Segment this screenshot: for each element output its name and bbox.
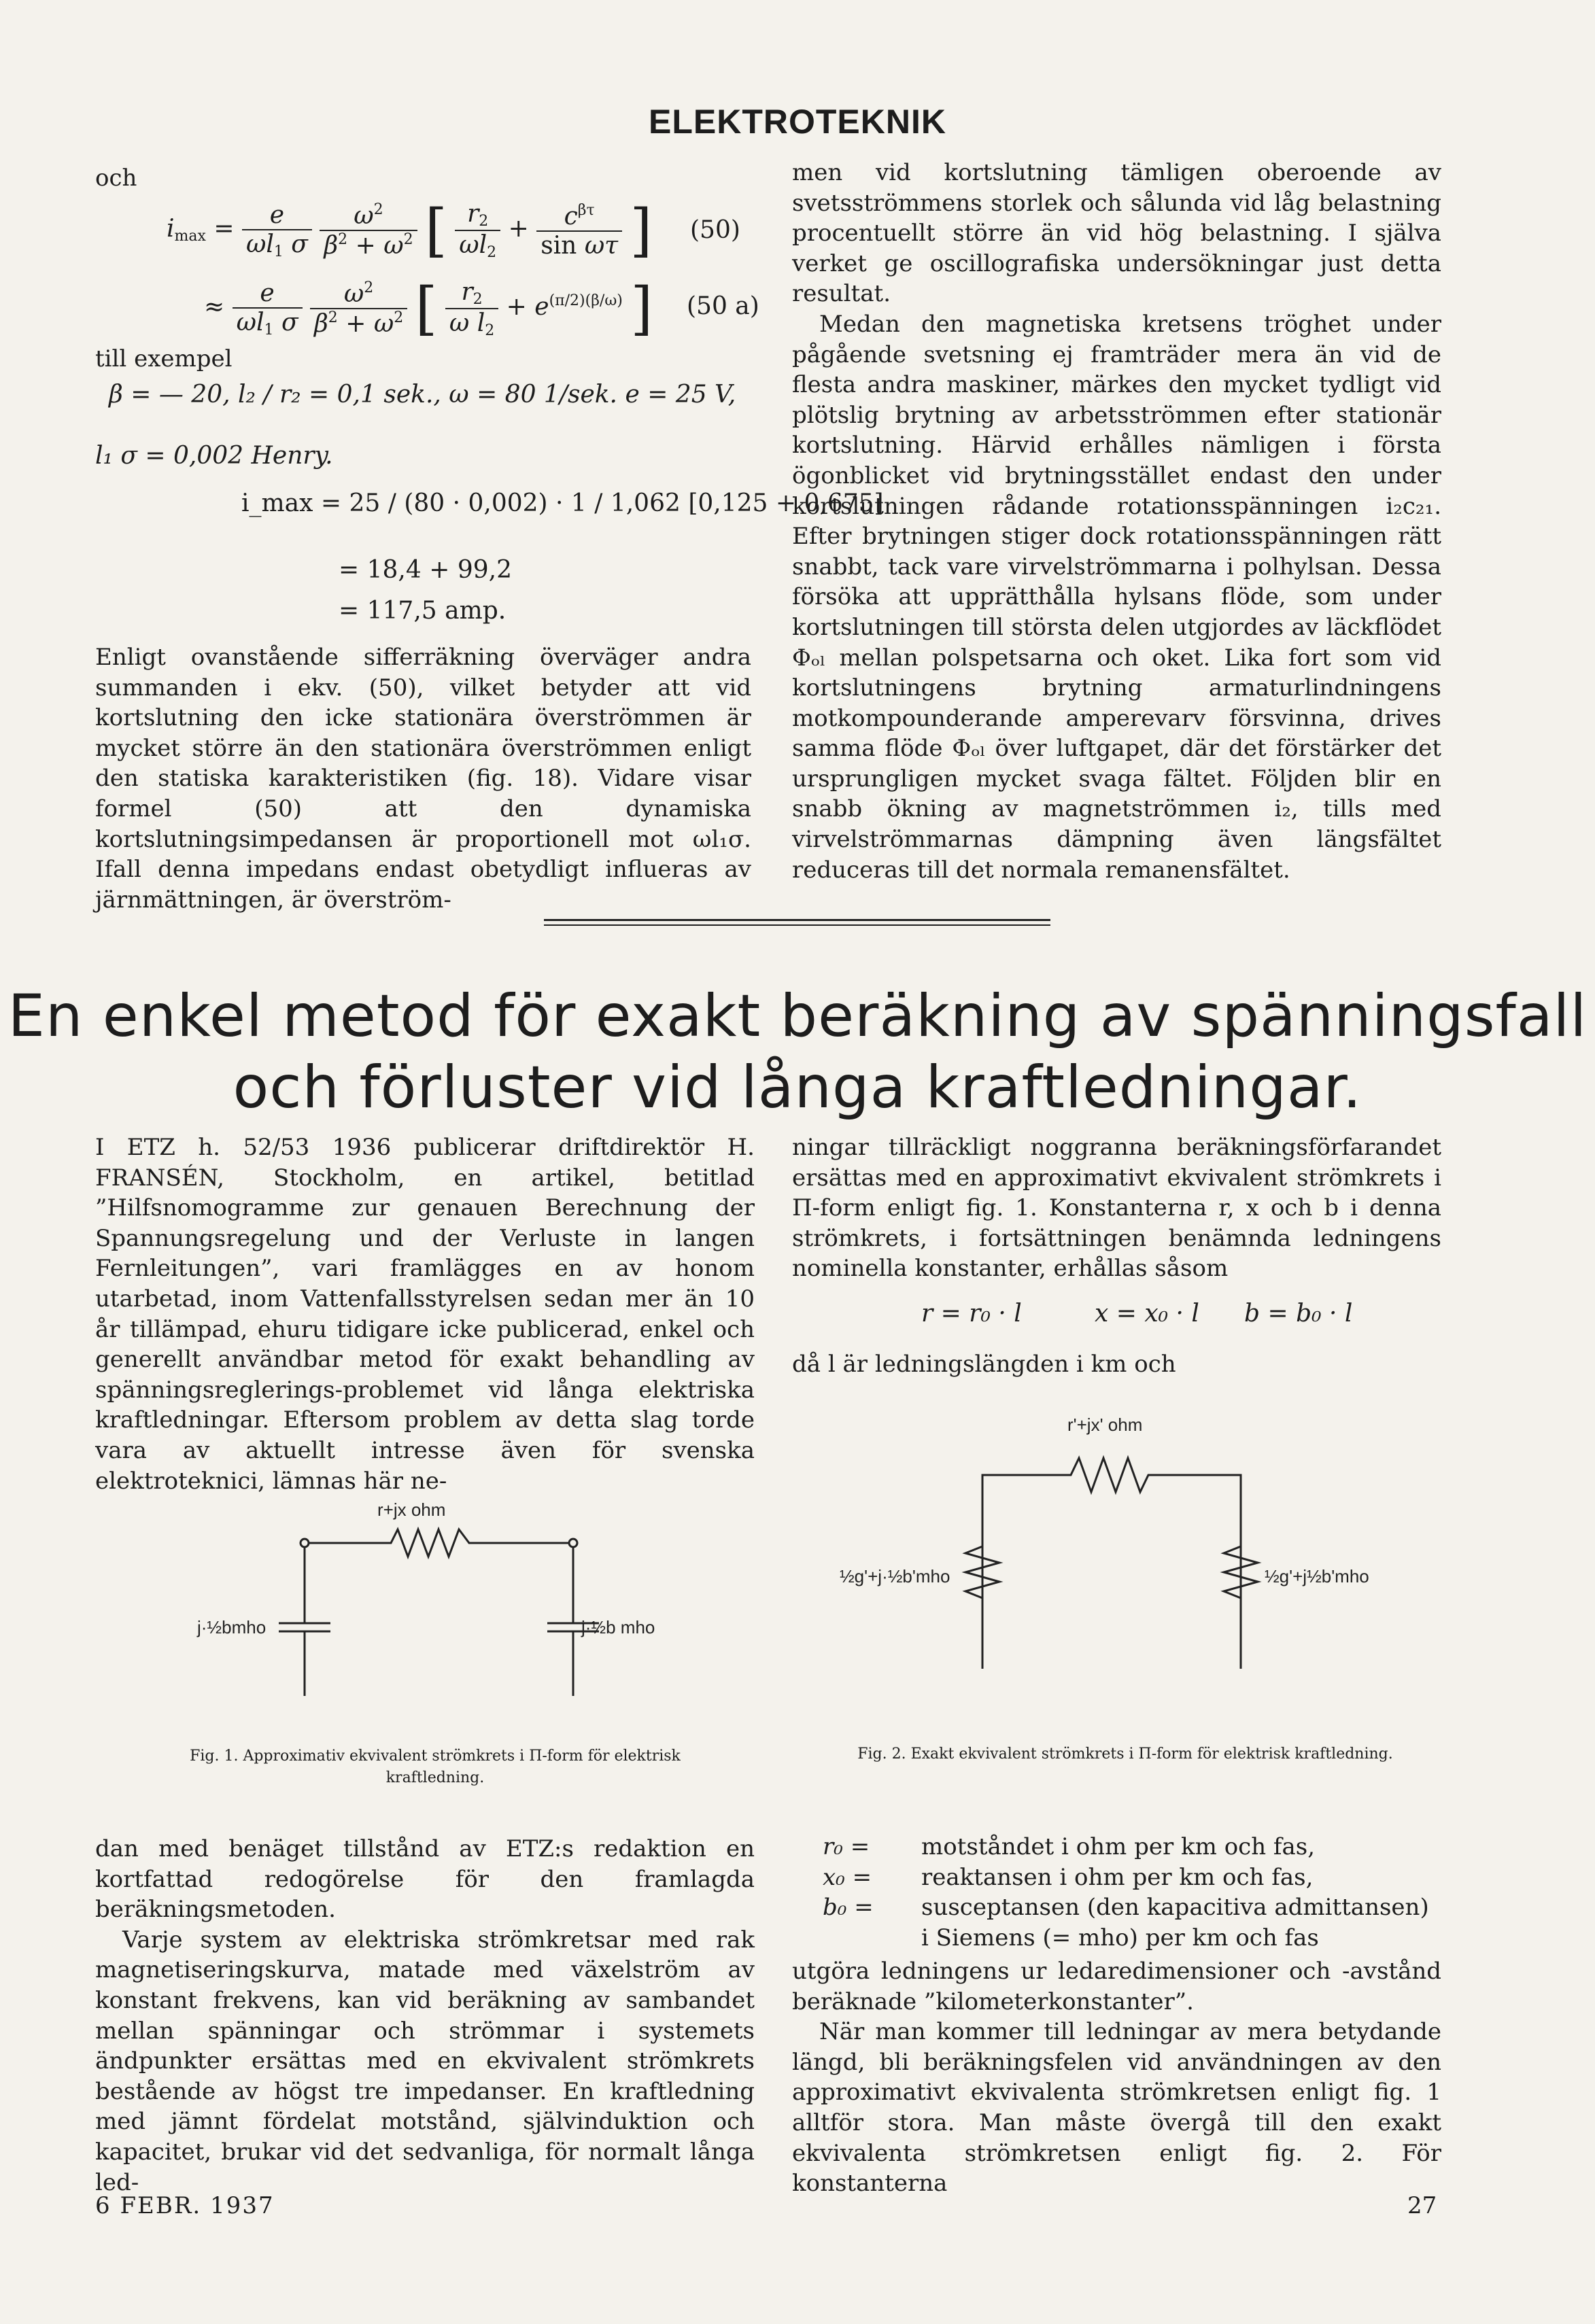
article-left-text-2: dan med benäget tillstånd av ETZ:s redaktion en kortfattad redogörelse för den framlagda beräkningsmetoden.	[95, 1835, 755, 1924]
def-b-symbol: b₀ =	[823, 1894, 874, 1922]
example-label: till exempel	[95, 345, 233, 372]
article-left-para-1	[95, 1132, 755, 1496]
article-right-lower	[792, 1956, 1441, 2199]
formula-b: b = b₀ · l	[1244, 1300, 1353, 1328]
article-right-text-1: ningar tillräckligt noggranna beräkningsförfarandet ersättas med en approximativt ekvivalent strömkrets i Π-form enligt fig. 1. Konstanterna r, x och b i denna strömkrets, i fortsättningen benämnda ledningens nominella konstanter, erhållas såsom	[792, 1134, 1441, 1283]
calc-line-1: i_max = 25 / (80 · 0,002) · 1 / 1,062 [0,125 + 0,675]	[241, 489, 884, 517]
article-right-text-4: När man kommer till ledningar av mera betydande längd, bli beräkningsfelen vid användningen av den approximativt ekvivalenta strömkretsen enligt fig. 1 alltför stora. Man måste övergå till den exakt ekvivalenta strömkretsen enligt fig. 2. För konstanterna	[792, 2018, 1441, 2198]
fig1-left-shunt-label: j·½bmho	[197, 1617, 267, 1637]
running-header: ELEKTROTEKNIK	[649, 103, 946, 141]
footer-date: 6 FEBR. 1937	[95, 2192, 275, 2219]
constants-definitions	[823, 1832, 1441, 1953]
calc-line-2: = 18,4 + 99,2	[339, 556, 512, 584]
article-left-lower	[95, 1834, 755, 2198]
top-right-column	[792, 158, 1441, 885]
fig2-left-shunt-label: ½g'+j·½b'mho	[840, 1566, 950, 1586]
def-r-row	[823, 1832, 1441, 1862]
separator-rule-thin	[544, 924, 1050, 926]
def-x-row	[823, 1862, 1441, 1893]
top-left-intro	[95, 163, 755, 194]
article-right-para-1	[792, 1132, 1441, 1284]
fig1-resistor	[309, 1529, 569, 1557]
def-x-text: reaktansen i ohm per km och fas,	[921, 1863, 1314, 1891]
article-left-text-3: Varje system av elektriska strömkretsar med rak magnetiseringskurva, matade med växelström av konstant frekvens, kan vid beräkning av sambandet mellan spänningar och strömmar i systemets ändpunkter ersättas med en ekvivalent strömkrets bestående av högst tre impedanser. En kraftledning med jämnt fördelat motstånd, självinduktion och kapacitet, brukar vid det sedvanliga, för normalt långa led-	[95, 1926, 755, 2196]
fig1-node-right	[569, 1539, 577, 1547]
calc-line-3: = 117,5 amp.	[339, 597, 507, 625]
formula-r: r = r₀ · l	[921, 1300, 1022, 1328]
def-r-symbol: r₀ =	[823, 1833, 870, 1860]
article-right-para-2: då l är ledningslängden i km och	[792, 1351, 1176, 1378]
equation-50a-number: (50 a)	[687, 292, 759, 320]
def-x-symbol: x₀ =	[823, 1863, 872, 1891]
fig2-right-shunt-label: ½g'+j½b'mho	[1265, 1566, 1369, 1586]
article-left-text-1: I ETZ h. 52/53 1936 publicerar driftdirektör H. FRANSÉN, Stockholm, en artikel, betitlad ”Hilfsnomogramme zur genauen Berechnung der Spannungsregelung und der Verluste in langen Fernleitungen”, vari framlägges en av honom utarbetad, inom Vattenfallsstyrelsen sedan mer än 10 år tillämpad, ehuru tidigare icke publicerad, enkel och generellt användbar metod för exakt behandling av spänningsreglerings-problemet vid långa elektriska kraftledningar. Eftersom problem av detta slag torde vara av aktuellt intresse även för svenska elektroteknici, lämnas här ne-	[95, 1134, 755, 1495]
equation-50a: ≈ $\frac{e}{\omega l_1 \sigma}$ $\frac{\omega^2}{\beta^2 + \omega^2}$ [ $\frac{r_2}{\omega l_2}$ + $e^{(\pi/2)(\beta/\omega)}$ ]	[204, 275, 653, 342]
separator-rule	[544, 919, 1050, 921]
article-right-text-3: utgöra ledningens ur ledaredimensioner och -avstånd beräknade ”kilometerkonstanter”.	[792, 1958, 1441, 2015]
def-b-row	[823, 1892, 1441, 1953]
fig1-caption: Fig. 1. Approximativ ekvivalent strömkrets i Π-form för elektrisk kraftledning.	[190, 1748, 681, 1786]
def-r-text: motståndet i ohm per km och fas,	[921, 1833, 1316, 1860]
top-right-para-2: Medan den magnetiska kretsens tröghet under pågående svetsning ej framträder mera än vid de flesta andra maskiner, märkes den mycket tydligt vid plötslig brytning av arbetsströmmen efter stationär kortslutning. Härvid erhålles nämligen i första ögonblicket vid brytningsstället endast den under kortslutningen rådande rotationsspänningen i₂c₂₁. Efter brytningen stiger dock rotationsspänningen rätt snabbt, tack vare virvelströmmarna i polhylsan. Dessa försöka att upprätthålla hylsans flöde, som under kortslutningen till största delen utgjordes av läckflödet Φₒₗ mellan polspetsarna och oket. Lika fort som vid kortslutningens brytning armaturlindningens motkompounderande amperevarv försvinna, drives samma flöde Φₒₗ över luftgapet, där det förstärker det ursprungligen mycket svaga fältet. Följden blir en snabb ökning av magnetströmmen i₂, tills med virvelströmmarnas dämpning även längsfältet reduceras till det normala remanensfältet.	[792, 310, 1441, 884]
page-number: 27	[1407, 2192, 1437, 2219]
article-title-line-2: och förluster vid långa kraftledningar.	[233, 1054, 1362, 1122]
fig2-caption: Fig. 2. Exakt ekvivalent strömkrets i Π-form för elektrisk kraftledning.	[857, 1746, 1393, 1763]
article-title-line-1: En enkel metod för exakt beräkning av spänningsfall	[7, 982, 1588, 1050]
example-values: β = — 20, l₂ / r₂ = 0,1 sek., ω = 80 1/sek. e = 25 V,	[109, 381, 736, 409]
fig1-series-label: r+jx ohm	[377, 1499, 446, 1520]
fig1-diagram	[184, 1499, 714, 1703]
formula-x: x = x₀ · l	[1095, 1300, 1199, 1328]
top-left-paragraph	[95, 642, 751, 915]
def-b-text: susceptansen (den kapacitiva admittansen) i Siemens (= mho) per km och fas	[921, 1894, 1429, 1952]
fig1-right-shunt-label: j·½b mho	[581, 1617, 655, 1637]
fig1-node-left	[301, 1539, 309, 1547]
fig2-series-resistor	[982, 1458, 1241, 1669]
top-left-body: Enligt ovanstående sifferräkning överväger andra summanden i ekv. (50), vilket betyder att vid kortslutning den icke stationära överströmmen är mycket större än den stationära överströmmen enligt den statiska karakteristiken (fig. 18). Vidare visar formel (50) att den dynamiska kortslutningsimpedansen är proportionell mot ωl₁σ. Ifall denna impedans endast obetydligt influeras av järnmättningen, är överström-	[95, 644, 751, 914]
fig2-diagram	[826, 1407, 1411, 1672]
intro-word: och	[95, 164, 137, 192]
fig2-series-label: r'+jx' ohm	[1067, 1415, 1143, 1435]
equation-50-number: (50)	[690, 216, 740, 244]
top-right-para-1: men vid kortslutning tämligen oberoende av svetsströmmens storlek och sålunda vid låg belastning procentuellt större än vid hög belastning. I själva verket ge oscillografiska undersökningar just detta resultat.	[792, 159, 1441, 308]
henry-line: l₁ σ = 0,002 Henry.	[95, 442, 333, 470]
equation-50: $i_{max}$ = $\frac{e}{\omega l_1 \sigma}$ $\frac{\omega^2}{\beta^2 + \omega^2}$ [ $\frac{r_2}{\omega l_2}$ + $\frac{c^{\beta\tau}}{\text{sin ωτ}}$ ]	[167, 197, 653, 264]
